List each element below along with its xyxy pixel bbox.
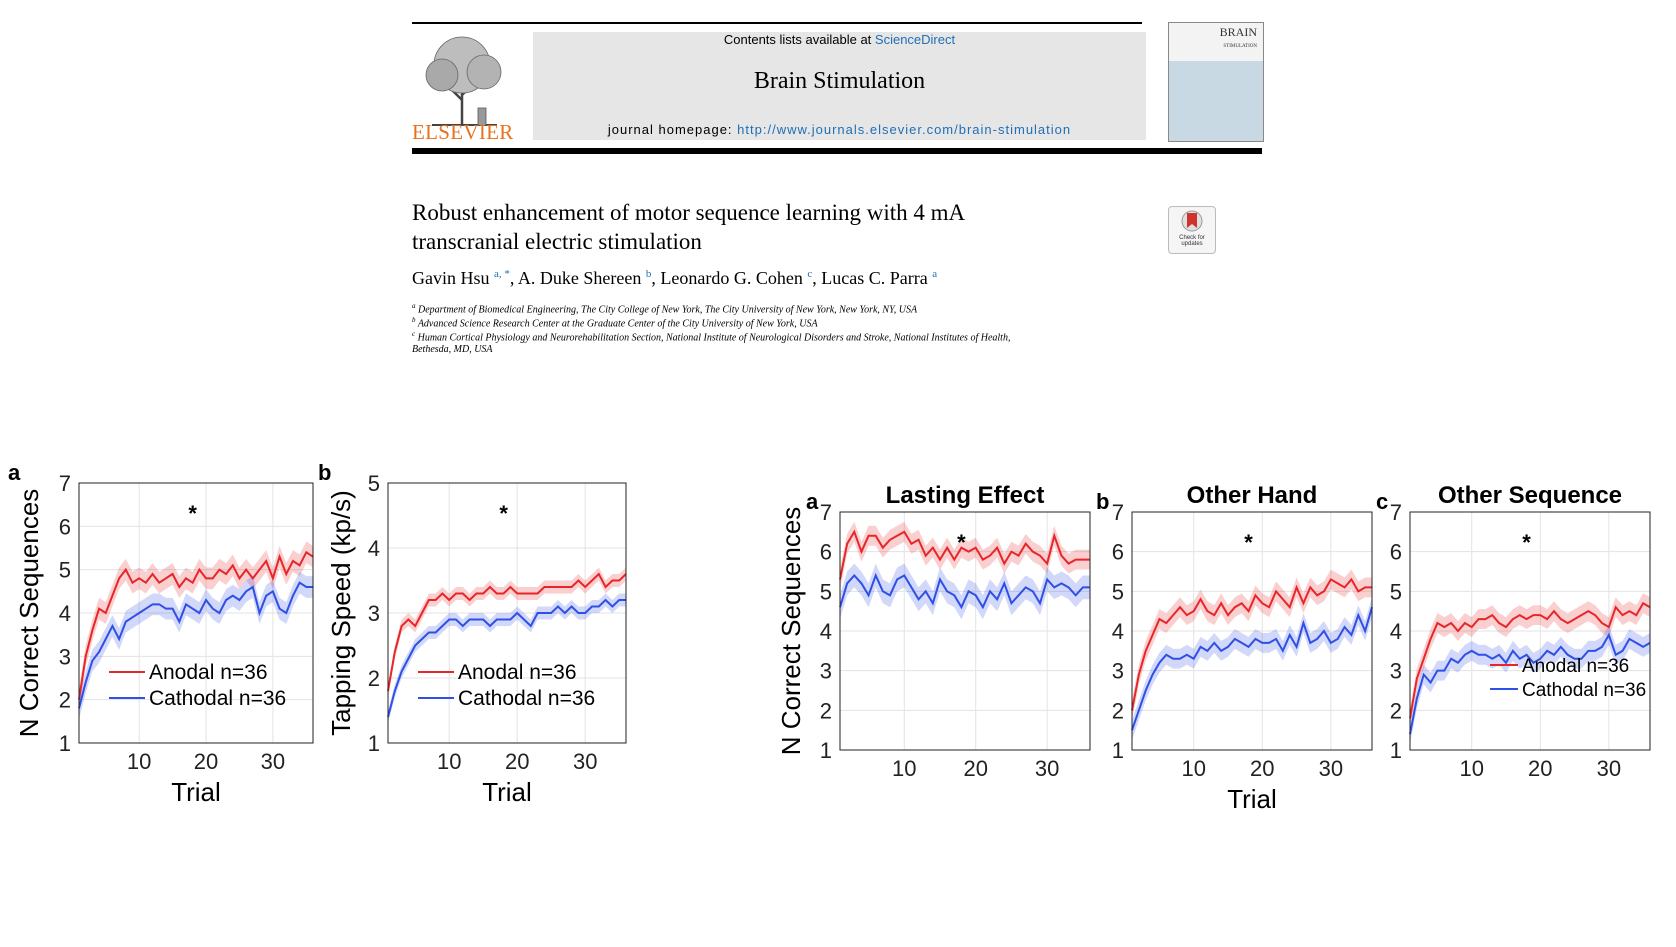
chart-panel-4 bbox=[1096, 482, 1372, 814]
cover-title-line2: STIMULATION bbox=[1223, 44, 1257, 49]
author-name[interactable]: A. Duke Shereen bbox=[517, 268, 642, 288]
y-tick-label: 3 bbox=[819, 658, 832, 684]
contents-prefix: Contents lists available at bbox=[723, 32, 875, 47]
y-tick-label: 4 bbox=[1111, 619, 1124, 644]
chart-title: Other Hand bbox=[1186, 482, 1318, 509]
panel-letter: c bbox=[1376, 489, 1389, 514]
y-tick-label: 3 bbox=[1111, 658, 1124, 684]
chart-panel-2 bbox=[318, 460, 626, 807]
x-tick-label: 10 bbox=[892, 756, 917, 781]
x-tick-label: 20 bbox=[1528, 756, 1553, 781]
significance-marker: * bbox=[499, 501, 508, 526]
x-tick-label: 30 bbox=[260, 749, 286, 774]
y-tick-label: 7 bbox=[1389, 500, 1402, 525]
x-tick-label: 10 bbox=[1459, 756, 1484, 781]
legend-label: Cathodal n=36 bbox=[1522, 680, 1647, 701]
x-tick-label: 30 bbox=[572, 749, 598, 774]
affiliation-text: Bethesda, MD, USA bbox=[412, 344, 493, 355]
y-tick-label: 1 bbox=[1389, 738, 1402, 763]
x-tick-label: 20 bbox=[193, 749, 219, 774]
x-tick-label: 20 bbox=[504, 749, 530, 774]
article-title-line2: transcranial electric stimulation bbox=[412, 229, 702, 254]
y-tick-label: 1 bbox=[819, 738, 832, 763]
significance-marker: * bbox=[188, 501, 197, 526]
cover-title-line1: BRAIN bbox=[1219, 25, 1257, 39]
homepage-prefix: journal homepage: bbox=[607, 122, 738, 137]
x-tick-label: 10 bbox=[436, 749, 462, 774]
y-tick-label: 6 bbox=[1389, 539, 1402, 565]
affiliation-sup: a bbox=[412, 302, 416, 310]
homepage-link[interactable]: http://www.journals.elsevier.com/brain-stimulation bbox=[737, 122, 1072, 137]
affiliation-text: Advanced Science Research Center at the Graduate Center of the City University of New York, USA bbox=[417, 318, 818, 330]
y-tick-label: 2 bbox=[58, 687, 71, 713]
y-tick-label: 5 bbox=[819, 579, 832, 605]
y-tick-label: 5 bbox=[1389, 579, 1402, 605]
chart-panel-3 bbox=[776, 482, 1090, 781]
y-axis-label: N Correct Sequences bbox=[776, 506, 806, 756]
author-sup[interactable]: c bbox=[807, 268, 813, 280]
y-tick-label: 7 bbox=[58, 471, 71, 496]
significance-marker: * bbox=[1244, 530, 1253, 555]
y-tick-label: 6 bbox=[819, 539, 832, 565]
author-sup[interactable]: b bbox=[645, 268, 652, 280]
x-tick-label: 20 bbox=[963, 756, 988, 781]
y-tick-label: 2 bbox=[367, 666, 380, 691]
x-tick-label: 10 bbox=[1181, 756, 1206, 781]
author-sup[interactable]: a bbox=[932, 268, 938, 280]
chart-title: Other Sequence bbox=[1437, 482, 1623, 509]
chart-title: Lasting Effect bbox=[885, 482, 1045, 509]
y-tick-label: 3 bbox=[58, 644, 71, 670]
badge-line1: Check for bbox=[1179, 235, 1205, 241]
y-tick-label: 4 bbox=[367, 536, 380, 561]
y-tick-label: 6 bbox=[1111, 539, 1124, 565]
publisher-wordmark[interactable]: ELSEVIER bbox=[412, 120, 514, 144]
chart-panel-1 bbox=[8, 460, 313, 807]
significance-marker: * bbox=[1522, 530, 1531, 555]
y-tick-label: 1 bbox=[367, 731, 380, 756]
x-axis-label: Trial bbox=[1227, 784, 1277, 814]
panel-letter: a bbox=[8, 460, 21, 485]
y-tick-label: 7 bbox=[1111, 500, 1124, 525]
x-tick-label: 20 bbox=[1250, 756, 1275, 781]
y-tick-label: 1 bbox=[58, 731, 71, 756]
legend-label: Anodal n=36 bbox=[458, 661, 577, 684]
x-tick-label: 30 bbox=[1318, 756, 1344, 781]
author-name[interactable]: Lucas C. Parra bbox=[821, 268, 928, 288]
y-axis-label: Tapping Speed (kp/s) bbox=[326, 490, 356, 736]
chart-panel-5 bbox=[1376, 482, 1650, 781]
badge-line2: updates bbox=[1181, 241, 1203, 247]
y-tick-label: 4 bbox=[819, 619, 832, 644]
y-tick-label: 2 bbox=[1389, 698, 1402, 724]
journal-title: Brain Stimulation bbox=[753, 68, 926, 94]
y-tick-label: 3 bbox=[367, 601, 380, 626]
y-tick-label: 4 bbox=[58, 601, 71, 626]
y-tick-label: 1 bbox=[1111, 738, 1124, 763]
affiliation-sup: c bbox=[412, 330, 416, 338]
y-tick-label: 4 bbox=[1389, 619, 1402, 644]
x-axis-label: Trial bbox=[482, 777, 532, 807]
series-band bbox=[840, 564, 1090, 620]
article-title-line1: Robust enhancement of motor sequence learning with 4 mA bbox=[412, 200, 966, 225]
affiliation-text: Human Cortical Physiology and Neurorehabilitation Section, National Institute of Neurological Disorders and Stroke, National Institutes of Health, bbox=[417, 332, 1011, 344]
panel-letter: b bbox=[1096, 489, 1110, 514]
legend-label: Anodal n=36 bbox=[1522, 656, 1630, 677]
x-tick-label: 30 bbox=[1596, 756, 1622, 781]
y-tick-label: 2 bbox=[819, 698, 832, 724]
author-name[interactable]: Gavin Hsu bbox=[412, 268, 490, 288]
panel-letter: b bbox=[318, 460, 332, 485]
y-tick-label: 5 bbox=[367, 471, 380, 496]
author-sup[interactable]: a, * bbox=[494, 268, 510, 280]
legend-label: Cathodal n=36 bbox=[458, 687, 596, 710]
y-tick-label: 5 bbox=[58, 557, 71, 583]
affiliation-text: Department of Biomedical Engineering, The City College of New York, The City University of New York, New York, NY, USA bbox=[418, 304, 918, 316]
author-name[interactable]: Leonardo G. Cohen bbox=[660, 268, 803, 288]
y-tick-label: 5 bbox=[1111, 579, 1124, 605]
x-tick-label: 30 bbox=[1034, 756, 1060, 781]
panel-letter: a bbox=[806, 489, 819, 514]
y-tick-label: 7 bbox=[819, 500, 832, 525]
legend-label: Anodal n=36 bbox=[149, 661, 268, 684]
author-list: Gavin Hsu $^{a, *}$, A. Duke Shereen $^b$, Leonardo G. Cohen $^c$, Lucas C. Parra $^a$ bbox=[412, 268, 938, 288]
sciencedirect-link[interactable]: ScienceDirect bbox=[874, 32, 956, 47]
y-tick-label: 6 bbox=[58, 514, 71, 540]
significance-marker: * bbox=[957, 530, 966, 555]
y-tick-label: 2 bbox=[1111, 698, 1124, 724]
x-tick-label: 10 bbox=[126, 749, 152, 774]
legend-label: Cathodal n=36 bbox=[149, 687, 287, 710]
x-axis-label: Trial bbox=[171, 777, 221, 807]
affiliation-sup: b bbox=[412, 316, 416, 324]
y-axis-label: N Correct Sequences bbox=[14, 488, 44, 738]
y-tick-label: 3 bbox=[1389, 658, 1402, 684]
